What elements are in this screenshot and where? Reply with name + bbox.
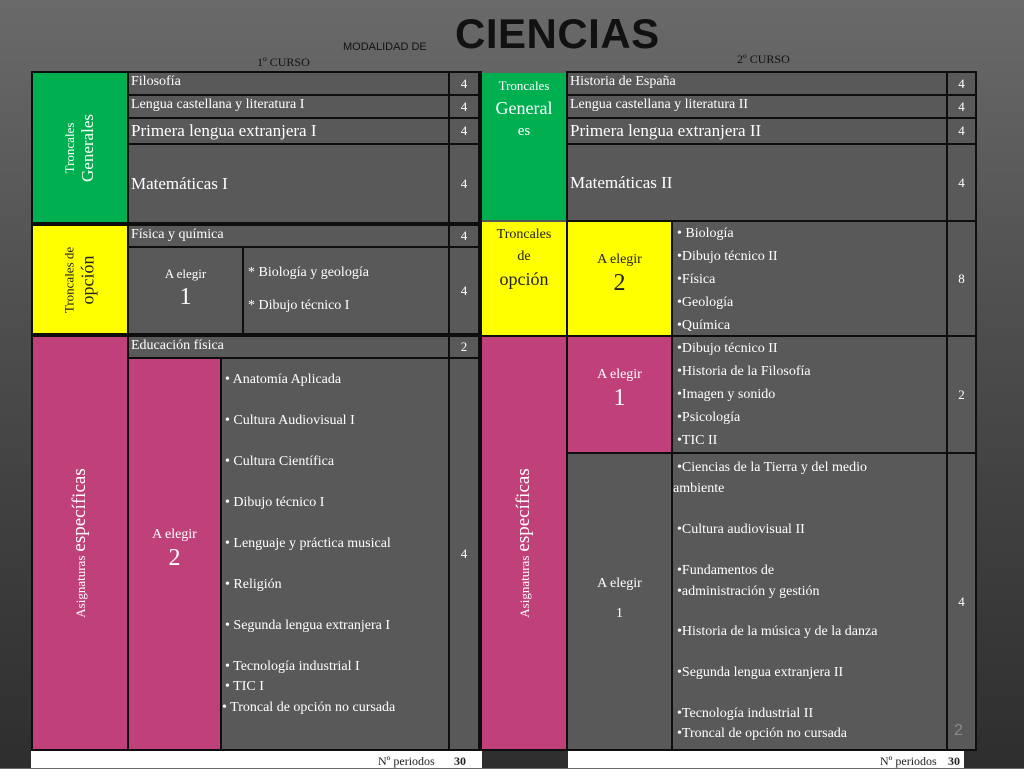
c1-row-lengua xyxy=(129,96,448,117)
c1-elegir2-item: • Tecnología industrial I xyxy=(225,659,360,674)
curso2-table xyxy=(480,71,977,751)
c2-elegir-b-item: ambiente xyxy=(673,481,725,496)
c2-elegir-a-num: 1 xyxy=(613,385,626,411)
c2-row-name: Historia de España xyxy=(570,74,676,89)
c2-especificas xyxy=(482,337,566,749)
c1-elegir2-item: • Anatomía Aplicada xyxy=(225,372,342,387)
c1-troncales-generales xyxy=(33,73,127,222)
c1-tg-line2: Generales xyxy=(78,113,97,182)
c1-periodos-value: 30 xyxy=(454,754,466,768)
c2-row-hours: 4 xyxy=(948,73,975,94)
c2-row-primera-lengua xyxy=(568,119,946,143)
c1-elegir2-label: A elegir xyxy=(152,527,197,542)
c1-elegir2 xyxy=(129,359,220,749)
c2-elegir2-list xyxy=(673,222,946,335)
c1-row-name: Filosofía xyxy=(131,74,181,89)
curso1-table xyxy=(31,71,482,751)
c2-elegir-b xyxy=(568,454,671,749)
c1-elegir2-item: • Lenguaje y práctica musical xyxy=(225,536,391,551)
c2-to-line3: opción xyxy=(499,269,549,289)
c2-elegir-b-item: •Troncal de opción no cursada xyxy=(677,726,848,741)
c2-row-name: Lengua castellana y literatura II xyxy=(570,97,749,112)
c2-elegir-a-list xyxy=(673,337,946,452)
c1-periodos-label: Nº periodos xyxy=(378,754,435,768)
c2-elegir-b-hours: 4 xyxy=(948,454,975,749)
c1-row-name: Educación física xyxy=(131,338,224,353)
c1-elegir2-item: • Dibujo técnico I xyxy=(225,495,325,510)
c2-elegir-b-item: •Historia de la música y de la danza xyxy=(677,624,878,639)
c2-tg-line2: General xyxy=(495,98,553,118)
c2-elegir-a-item: •Historia de la Filosofía xyxy=(677,364,811,379)
c1-elegir1-list xyxy=(244,248,448,333)
c1-elegir2-item: • Cultura Científica xyxy=(225,454,335,469)
c2-troncales-opcion xyxy=(482,222,566,335)
c1-elegir1-item: * Dibujo técnico I xyxy=(248,298,350,313)
c1-elegir2-item: • Religión xyxy=(225,577,282,592)
c1-elegir2-list xyxy=(222,359,448,749)
c2-periodos-value: 30 xyxy=(948,754,960,768)
c1-row-name: Física y química xyxy=(131,227,224,242)
c1-esp-line1: Asignaturas xyxy=(73,555,88,618)
c1-elegir2-item: • Segunda lengua extranjera I xyxy=(225,618,391,633)
c1-row-name: Primera lengua extranjera I xyxy=(131,121,317,140)
c2-elegir2-hours: 8 xyxy=(948,222,975,335)
c1-row-hours: 2 xyxy=(450,337,478,357)
c2-elegir-a-item: •Imagen y sonido xyxy=(677,387,776,402)
c1-elegir1 xyxy=(129,248,242,333)
c1-elegir2-item: • Troncal de opción no cursada xyxy=(222,700,396,715)
c2-tg-line3: es xyxy=(517,123,531,139)
c2-elegir-a-item: •Psicología xyxy=(677,410,741,425)
c2-esp-line1: Asignaturas xyxy=(517,555,532,618)
c1-row-matematicas xyxy=(129,145,448,222)
c2-elegir2-label: A elegir xyxy=(597,252,642,267)
c2-elegir2-item: •Geología xyxy=(677,295,734,310)
c1-tg-line1: Troncales xyxy=(62,122,77,173)
c2-elegir-b-label: A elegir xyxy=(597,576,642,591)
c2-elegir-a-hours: 2 xyxy=(948,337,975,452)
c2-row-lengua xyxy=(568,96,946,117)
c2-elegir-a-label: A elegir xyxy=(597,367,642,382)
page-title: CIENCIAS xyxy=(455,10,660,57)
c2-elegir-b-item: •Ciencias de la Tierra y del medio xyxy=(677,460,867,475)
c1-row-hours: 4 xyxy=(450,226,478,246)
c2-elegir2-item: •Química xyxy=(677,318,731,333)
c2-elegir2-item: •Física xyxy=(677,272,716,287)
c1-esp-line2: específicas xyxy=(69,468,90,552)
c1-especificas xyxy=(33,337,127,749)
c1-row-primera-lengua xyxy=(129,119,448,143)
c2-row-hours: 4 xyxy=(948,119,975,143)
c2-elegir-a xyxy=(568,337,671,452)
c1-elegir1-num: 1 xyxy=(179,284,192,310)
c1-troncales-opcion xyxy=(33,226,127,333)
c1-row-hours: 4 xyxy=(450,96,478,117)
c1-row-hours: 4 xyxy=(450,119,478,143)
c2-esp-line2: específicas xyxy=(513,468,534,552)
c1-elegir1-label: A elegir xyxy=(164,266,207,281)
c2-elegir2-item: •Dibujo técnico II xyxy=(677,249,778,264)
c1-row-filosofia xyxy=(129,73,448,94)
c1-row-name: Lengua castellana y literatura I xyxy=(131,97,305,112)
curso1-label: 1º CURSO xyxy=(257,55,310,69)
c1-row-edfisica xyxy=(129,337,448,357)
c2-periodos-label: Nº periodos xyxy=(880,754,937,768)
curso2-label: 2º CURSO xyxy=(737,52,790,66)
c1-row-fisica xyxy=(129,226,448,246)
c1-elegir1-hours: 4 xyxy=(450,248,478,333)
c2-to-line1: Troncales xyxy=(496,227,552,242)
c2-row-hours: 4 xyxy=(948,96,975,117)
c1-elegir1-item: * Biología y geología xyxy=(248,265,369,280)
c1-elegir2-num: 2 xyxy=(168,545,181,571)
c2-elegir-a-item: •Dibujo técnico II xyxy=(677,341,778,356)
c1-row-hours: 4 xyxy=(450,73,478,94)
c2-row-historia xyxy=(568,73,946,94)
c1-row-name: Matemáticas I xyxy=(131,174,228,193)
c2-elegir2 xyxy=(568,222,671,335)
c2-elegir2-item: • Biología xyxy=(677,226,734,241)
c2-elegir-b-list xyxy=(673,454,946,749)
c1-to-line1: Troncales de xyxy=(61,246,77,313)
c2-tg-line1: Troncales xyxy=(498,78,550,93)
c2-elegir-b-item: •Cultura audiovisual II xyxy=(677,522,805,537)
c1-elegir2-item: • Cultura Audiovisual I xyxy=(225,413,355,428)
c1-to-line2: opción xyxy=(77,255,98,305)
page-number: 2 xyxy=(954,722,963,739)
c2-row-name: Matemáticas II xyxy=(570,173,673,192)
c2-elegir2-num: 2 xyxy=(613,270,626,296)
c1-row-hours: 4 xyxy=(450,145,478,222)
c2-elegir-b-num: 1 xyxy=(616,606,623,621)
c2-troncales-generales xyxy=(482,73,566,220)
c2-elegir-b-item: •Segunda lengua extranjera II xyxy=(677,665,844,680)
c2-elegir-b-item: •administración y gestión xyxy=(677,584,820,599)
c1-elegir2-hours: 4 xyxy=(450,359,478,749)
c2-elegir-b-item: •Fundamentos de xyxy=(677,563,775,578)
c2-to-line2: de xyxy=(517,249,531,264)
c1-elegir2-item: • TIC I xyxy=(225,679,264,694)
c2-elegir-a-item: •TIC II xyxy=(677,433,718,448)
c2-row-name: Primera lengua extranjera II xyxy=(570,121,762,140)
c2-row-hours: 4 xyxy=(948,145,975,220)
c2-row-matematicas xyxy=(568,145,946,220)
c2-elegir-b-item: •Tecnología industrial II xyxy=(677,706,814,721)
modalidad-label: MODALIDAD DE xyxy=(343,41,427,53)
